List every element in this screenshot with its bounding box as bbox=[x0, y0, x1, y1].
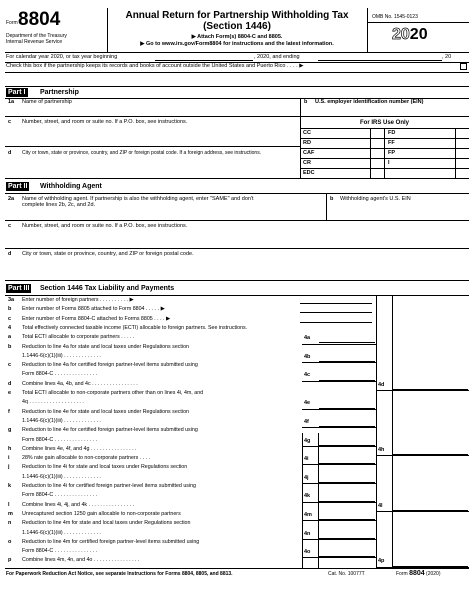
part3-line-text: 1.1446-6(c)(1)(iii) . . . . . . . . . . . . . bbox=[22, 352, 101, 359]
amount-rule bbox=[376, 390, 469, 391]
amount-field-4l[interactable] bbox=[393, 502, 468, 511]
amount-rule bbox=[302, 446, 376, 447]
part3-line-number: l bbox=[8, 501, 10, 508]
line-code-4h: 4h bbox=[378, 446, 385, 453]
line-code-4g: 4g bbox=[304, 437, 311, 444]
line-1a-number: 1a bbox=[8, 99, 15, 105]
omb-number: OMB No. 1545-0123 bbox=[372, 14, 418, 20]
records-outside-us-label: Check this box if the partnership keeps its records and books of account outside the United States and Puerto Rico . . . . ▶ bbox=[6, 63, 304, 69]
line-2a-number: 2a bbox=[8, 196, 15, 202]
rule bbox=[326, 193, 327, 220]
part3-line-text: Reduction to line 4a for certified foreign partner-level items submitted using bbox=[22, 362, 198, 369]
partnership-city-field[interactable] bbox=[22, 158, 298, 176]
amount-field-4g[interactable] bbox=[319, 437, 375, 446]
rule bbox=[5, 86, 469, 87]
line-1b-label: U.S. employer identification number (EIN) bbox=[315, 99, 424, 105]
amount-field-4a[interactable] bbox=[319, 334, 375, 343]
amount-rule bbox=[302, 557, 376, 558]
line-2a-label: Name of withholding agent. If partnership is also the withholding agent, enter "SAME" and don't bbox=[22, 196, 254, 202]
part3-line-number: i bbox=[8, 455, 10, 462]
amount-rule bbox=[302, 362, 376, 363]
line-code-4c: 4c bbox=[304, 372, 311, 379]
part3-line-number: d bbox=[8, 380, 12, 387]
rule bbox=[5, 295, 469, 296]
part3-line-number: b bbox=[8, 343, 12, 350]
amount-rule bbox=[302, 539, 376, 540]
irs-code-caf: CAF bbox=[303, 150, 315, 156]
line-2d-label: City or town, state or province, country, and ZIP or foreign postal code. bbox=[22, 251, 194, 257]
rule bbox=[5, 568, 469, 569]
rule bbox=[5, 193, 469, 194]
rule bbox=[5, 220, 469, 221]
part3-line-text: Reduction to line 4i for certified foreign partner-level items submitted using bbox=[22, 483, 197, 489]
line-code-4a: 4a bbox=[304, 335, 311, 342]
part3-line-text: Reduction to line 4e for certified foreign partner-level items submitted using bbox=[22, 427, 198, 434]
irs-code-edc: EDC bbox=[303, 170, 315, 176]
amount-field-4b[interactable] bbox=[319, 353, 375, 362]
count-field[interactable] bbox=[300, 297, 372, 304]
form-label: Form bbox=[6, 20, 18, 26]
goto-instruction: ▶ Go to www.irs.gov/Form8804 for instructions and the latest information. bbox=[140, 41, 334, 47]
irs-code-ff: FF bbox=[388, 140, 395, 146]
amount-field-4d[interactable] bbox=[393, 381, 468, 390]
irs-use-only-label: For IRS Use Only bbox=[359, 120, 409, 126]
line-2d-number: d bbox=[8, 251, 12, 257]
rule bbox=[302, 433, 303, 568]
dept-irs: Internal Revenue Service bbox=[6, 39, 63, 45]
part3-tag: Part III bbox=[8, 285, 30, 292]
part3-title: Section 1446 Tax Liability and Payments bbox=[40, 285, 175, 292]
part3-line-text: Total ECTI allocable to corporate partners . . . . . bbox=[22, 334, 135, 341]
part3-line-number: f bbox=[8, 408, 10, 415]
attach-instruction: ▶ Attach Form(s) 8804-C and 8805. bbox=[191, 34, 283, 40]
amount-field-4o[interactable] bbox=[319, 548, 375, 557]
part3-line-text: Combine lines 4a, 4b, and 4c . . . . . . . . . . . . . . . . bbox=[22, 380, 138, 387]
withholding-agent-name-field[interactable] bbox=[22, 210, 322, 220]
line-code-4p: 4p bbox=[378, 558, 385, 565]
count-field[interactable] bbox=[300, 306, 372, 313]
rule bbox=[5, 146, 300, 147]
amount-field-4n[interactable] bbox=[319, 530, 375, 539]
part3-line-number: 3a bbox=[8, 297, 15, 303]
catalog-number: Cat. No. 10077T bbox=[328, 571, 365, 577]
part1-title: Partnership bbox=[40, 89, 79, 96]
part3-line-text: Enter number of Forms 8805 attached to Form 8804 . . . . . ▶ bbox=[22, 306, 165, 313]
amount-rule bbox=[302, 344, 376, 345]
part3-line-number: o bbox=[8, 538, 12, 545]
part3-line-text: Form 8804-C . . . . . . . . . . . . . . . bbox=[22, 548, 98, 555]
rule bbox=[5, 280, 469, 281]
rule bbox=[392, 295, 393, 568]
amount-field-4f[interactable] bbox=[319, 418, 375, 427]
rule bbox=[5, 178, 469, 179]
part3-line-number: j bbox=[8, 464, 10, 471]
part3-line-number: 4 bbox=[8, 324, 12, 331]
amount-field-4c[interactable] bbox=[319, 371, 375, 380]
calendar-year-label: For calendar year 2020, or tax year beginning bbox=[6, 54, 118, 60]
line-1b-number: b bbox=[304, 99, 308, 105]
rule bbox=[5, 248, 469, 249]
rule bbox=[370, 128, 371, 178]
year-bold: 20 bbox=[409, 26, 428, 43]
line-code-4d: 4d bbox=[378, 381, 385, 388]
line-code-4e: 4e bbox=[304, 400, 311, 407]
part3-line-text: 1.1446-6(c)(1)(iii) . . . . . . . . . . . . . bbox=[22, 529, 101, 536]
amount-rule bbox=[302, 483, 376, 484]
amount-field-4j[interactable] bbox=[319, 474, 375, 483]
part3-line-text: Total effectively connected taxable income (ECTI) allocable to foreign partners. See instructions. bbox=[22, 324, 248, 331]
part3-line-text: Form 8804-C . . . . . . . . . . . . . . . bbox=[22, 371, 98, 378]
calendar-and-ending: , 2020, and ending bbox=[254, 54, 300, 60]
irs-code-i: I bbox=[388, 160, 390, 166]
line-2c-label: Number, street, and room or suite no. If a P.O. box, see instructions. bbox=[22, 223, 188, 229]
part3-line-number: a bbox=[8, 334, 12, 341]
part3-line-text: Enter number of foreign partners . . . . . . . . . . ▶ bbox=[22, 297, 134, 303]
partnership-name-field[interactable] bbox=[22, 106, 298, 116]
form-subtitle: (Section 1446) bbox=[203, 21, 271, 32]
rule bbox=[300, 168, 469, 169]
form-title: Annual Return for Partnership Withholding Tax bbox=[125, 10, 349, 21]
part3-line-text: Reduction to line 4e for state and local taxes under Regulations section bbox=[22, 408, 189, 415]
amount-rule bbox=[376, 455, 469, 456]
part3-line-number: e bbox=[8, 390, 12, 396]
withholding-agent-ein-field[interactable] bbox=[330, 204, 468, 218]
header-divider-right bbox=[367, 8, 368, 52]
irs-use-grid bbox=[300, 128, 469, 178]
amount-field-4i[interactable] bbox=[319, 455, 375, 464]
partnership-street-field[interactable] bbox=[22, 127, 298, 145]
line-code-4m: 4m bbox=[304, 511, 312, 518]
footer-form-year: (2020) bbox=[426, 571, 441, 577]
rule bbox=[455, 128, 456, 178]
line-2c-number: c bbox=[8, 223, 12, 229]
line-2a-label-cont: complete lines 2b, 2c, and 2d. bbox=[22, 202, 96, 208]
part3-line-text: Reduction to line 4m for state and local taxes under Regulations section bbox=[22, 520, 191, 527]
rule bbox=[300, 158, 469, 159]
part3-line-text: Enter number of Forms 8804-C attached to Forms 8805 . . . . ▶ bbox=[22, 315, 171, 322]
part3-line-text: Reduction to line 4m for certified foreign partner-level items submitted using bbox=[22, 538, 200, 545]
part3-line-number: k bbox=[8, 483, 12, 489]
part2-tag: Part II bbox=[8, 183, 28, 190]
rule bbox=[300, 148, 469, 149]
part3-line-number: g bbox=[8, 427, 12, 434]
rule bbox=[5, 116, 469, 117]
line-code-4i: 4i bbox=[304, 456, 309, 463]
part3-line-text: 4q . . . . . . . . . . . . . . . . . . . bbox=[22, 399, 84, 406]
rule bbox=[5, 72, 469, 73]
records-outside-us-checkbox[interactable] bbox=[460, 63, 467, 70]
part3-line-number: c bbox=[8, 362, 12, 369]
line-code-4o: 4o bbox=[304, 549, 311, 556]
part3-line-number: p bbox=[8, 557, 12, 564]
rule bbox=[384, 128, 385, 178]
line-1a-label: Name of partnership bbox=[22, 99, 72, 105]
amount-rule bbox=[302, 409, 376, 410]
line-1c-number: c bbox=[8, 119, 12, 125]
part3-line-text: Reduction to line 4a for state and local taxes under Regulations section bbox=[22, 343, 189, 350]
line-2b-label: Withholding agent's U.S. EIN bbox=[340, 196, 411, 202]
line-code-4k: 4k bbox=[304, 493, 311, 500]
part3-line-text: Form 8804-C . . . . . . . . . . . . . . . bbox=[22, 436, 98, 443]
part3-line-number: n bbox=[8, 520, 12, 527]
part3-line-text: Combine lines 4e, 4f, and 4g . . . . . . . . . . . . . . . . bbox=[22, 445, 137, 452]
part3-line-text: Combine lines 4m, 4n, and 4o . . . . . . . . . . . . . . . . bbox=[22, 557, 140, 564]
part2-title: Withholding Agent bbox=[40, 183, 102, 190]
withholding-agent-street-field[interactable] bbox=[22, 231, 468, 247]
irs-code-fd: FD bbox=[388, 130, 396, 136]
irs-code-cr: CR bbox=[303, 160, 311, 166]
amount-field-4e[interactable] bbox=[319, 399, 375, 408]
footer-form-label: Form bbox=[396, 571, 408, 577]
part3-line-number: m bbox=[8, 510, 13, 517]
part3-line-number: c bbox=[8, 315, 12, 322]
amount-rule bbox=[376, 511, 469, 512]
part3-line-text: 28% rate gain allocable to non-corporate partners . . . . bbox=[22, 455, 151, 462]
count-field[interactable] bbox=[300, 316, 372, 323]
part1-tag: Part I bbox=[8, 89, 26, 96]
withholding-agent-city-field[interactable] bbox=[22, 259, 468, 275]
amount-rule bbox=[302, 464, 376, 465]
rule bbox=[300, 98, 301, 116]
header-bottom-rule bbox=[5, 52, 469, 53]
year-outline: 20 bbox=[392, 26, 410, 43]
amount-field-4m[interactable] bbox=[319, 511, 375, 520]
irs-code-rd: RD bbox=[303, 140, 311, 146]
amount-rule bbox=[302, 427, 376, 428]
amount-rule bbox=[302, 520, 376, 521]
rule bbox=[376, 295, 377, 568]
irs-code-fp: FP bbox=[388, 150, 396, 156]
line-code-4f: 4f bbox=[304, 418, 309, 425]
part3-line-text: Total ECTI allocable to non-corporate partners other than on lines 4i, 4m, and bbox=[22, 390, 204, 396]
amount-field-4p[interactable] bbox=[393, 557, 468, 566]
part3-line-text: Combine lines 4i, 4j, and 4k . . . . . . . . . . . . . . . . bbox=[22, 501, 135, 508]
partnership-ein-field[interactable] bbox=[304, 106, 468, 116]
tax-year-begin-field[interactable] bbox=[155, 60, 253, 61]
amount-field-4h[interactable] bbox=[393, 446, 468, 455]
form-number: 8804 bbox=[18, 9, 61, 30]
omb-divider bbox=[367, 22, 469, 23]
irs-code-cc: CC bbox=[303, 130, 311, 136]
footer-form-id bbox=[396, 570, 440, 578]
calendar-year-suffix: , 20 bbox=[442, 54, 452, 60]
tax-year-end-field[interactable] bbox=[318, 60, 442, 61]
rule bbox=[300, 128, 469, 129]
dept-treasury: Department of the Treasury bbox=[6, 33, 67, 39]
part3-line-text: 1.1446-6(c)(1)(iii) . . . . . . . . . . . . . bbox=[22, 417, 101, 424]
rule bbox=[300, 138, 469, 139]
footer-form-number: 8804 bbox=[409, 570, 425, 577]
part3-line-text: Unrecaptured section 1250 gain allocable to non-corporate partners bbox=[22, 510, 181, 517]
part3-line-number: h bbox=[8, 445, 12, 452]
tax-year bbox=[392, 26, 428, 44]
line-code-4j: 4j bbox=[304, 474, 309, 481]
line-1c-label: Number, street, and room or suite no. If a P.O. box, see instructions. bbox=[22, 119, 188, 125]
part3-line-text: Form 8804-C . . . . . . . . . . . . . . . bbox=[22, 492, 98, 499]
paperwork-notice: For Paperwork Reduction Act Notice, see separate Instructions for Forms 8804, 8805, and 8813. bbox=[6, 571, 233, 577]
line-code-4b: 4b bbox=[304, 353, 311, 360]
line-2b-number: b bbox=[330, 196, 334, 202]
amount-rule bbox=[302, 502, 376, 503]
line-code-4n: 4n bbox=[304, 530, 311, 537]
part3-line-text: 1.1446-6(c)(1)(iii) . . . . . . . . . . . . . bbox=[22, 473, 101, 480]
line-1d-number: d bbox=[8, 150, 12, 156]
line-code-4l: 4l bbox=[378, 502, 383, 509]
amount-field-4k[interactable] bbox=[319, 492, 375, 501]
part3-line-text: Reduction to line 4i for state and local taxes under Regulations section bbox=[22, 464, 188, 471]
amount-rule bbox=[302, 381, 376, 382]
line-1d-label: City or town, state or province, country, and ZIP or foreign postal code. If a foreign address, see instructions. bbox=[22, 150, 262, 156]
part3-line-number: b bbox=[8, 306, 12, 313]
